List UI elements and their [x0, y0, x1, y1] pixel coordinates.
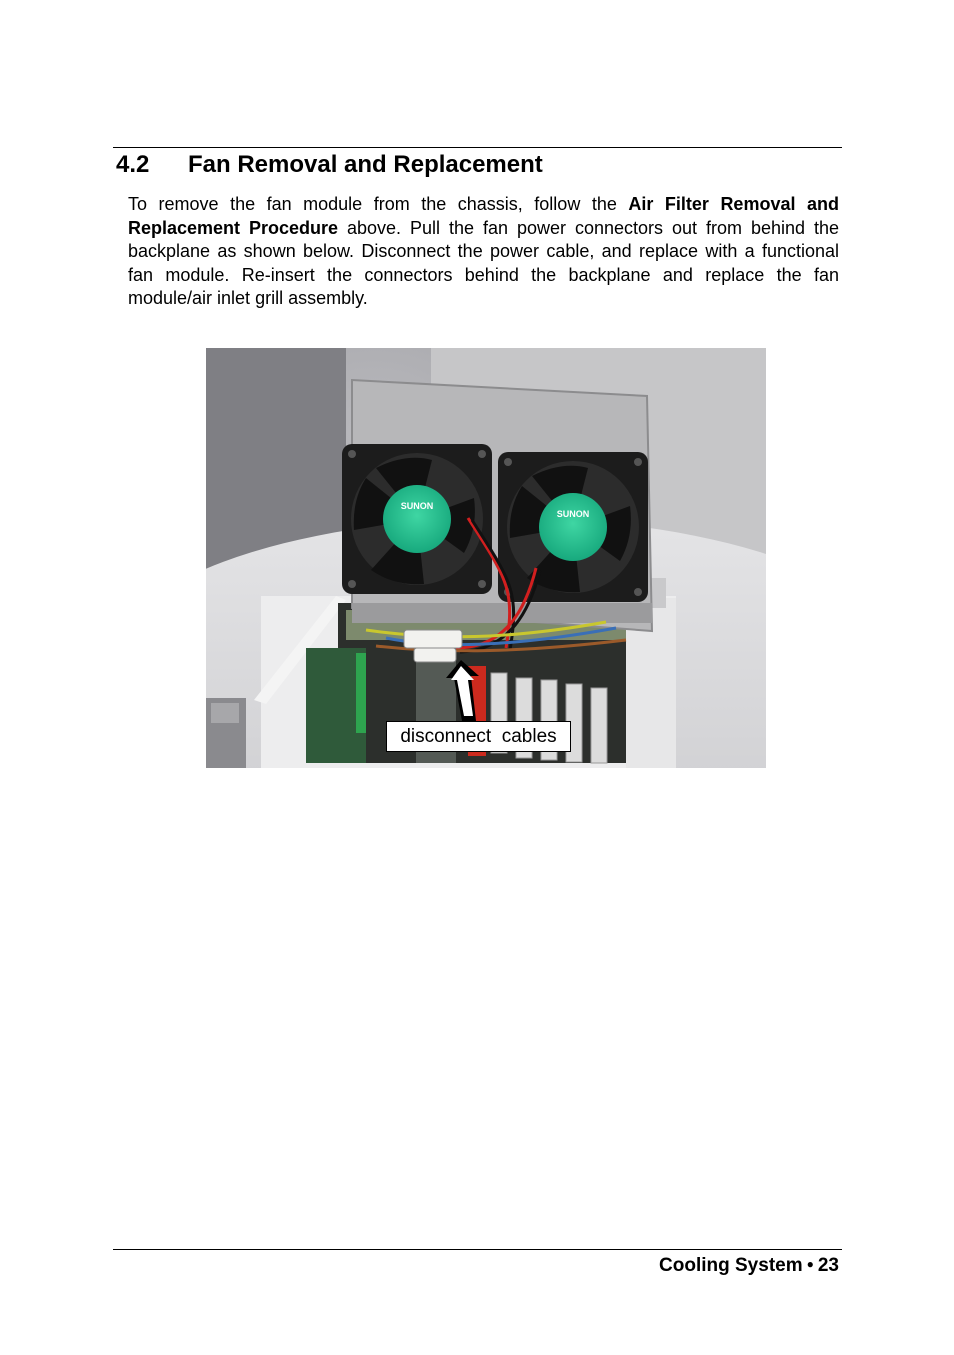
fan-module-photo	[206, 348, 766, 768]
fan-brand-label-1: SUNON	[400, 501, 434, 511]
procedure-reference: Air Filter Removal and Replacement Procedure	[128, 194, 839, 238]
footer-bullet-icon: ●	[806, 1257, 814, 1271]
section-heading	[116, 151, 543, 179]
section-title: Fan Removal and Replacement	[188, 151, 543, 178]
body-text-before: To remove the fan module from the chassis, follow the	[128, 194, 629, 214]
body-paragraph	[128, 193, 839, 311]
section-number: 4.2	[116, 151, 150, 178]
page-footer	[659, 1255, 839, 1277]
top-rule	[113, 147, 842, 148]
footer-page-number: 23	[817, 1255, 839, 1276]
bottom-rule	[113, 1249, 842, 1250]
disconnect-cables-callout: disconnect cables	[386, 721, 571, 752]
footer-chapter: Cooling System	[659, 1255, 803, 1276]
body-text-after: above. Pull the fan power connectors out from behind the backplane as shown below. Disconnect the power cable, and replace with a functional fan module. Re-insert the connectors behind the backplane and replace the fan module/air inlet grill assembly.	[128, 217, 839, 308]
fan-brand-label-2: SUNON	[556, 509, 590, 519]
